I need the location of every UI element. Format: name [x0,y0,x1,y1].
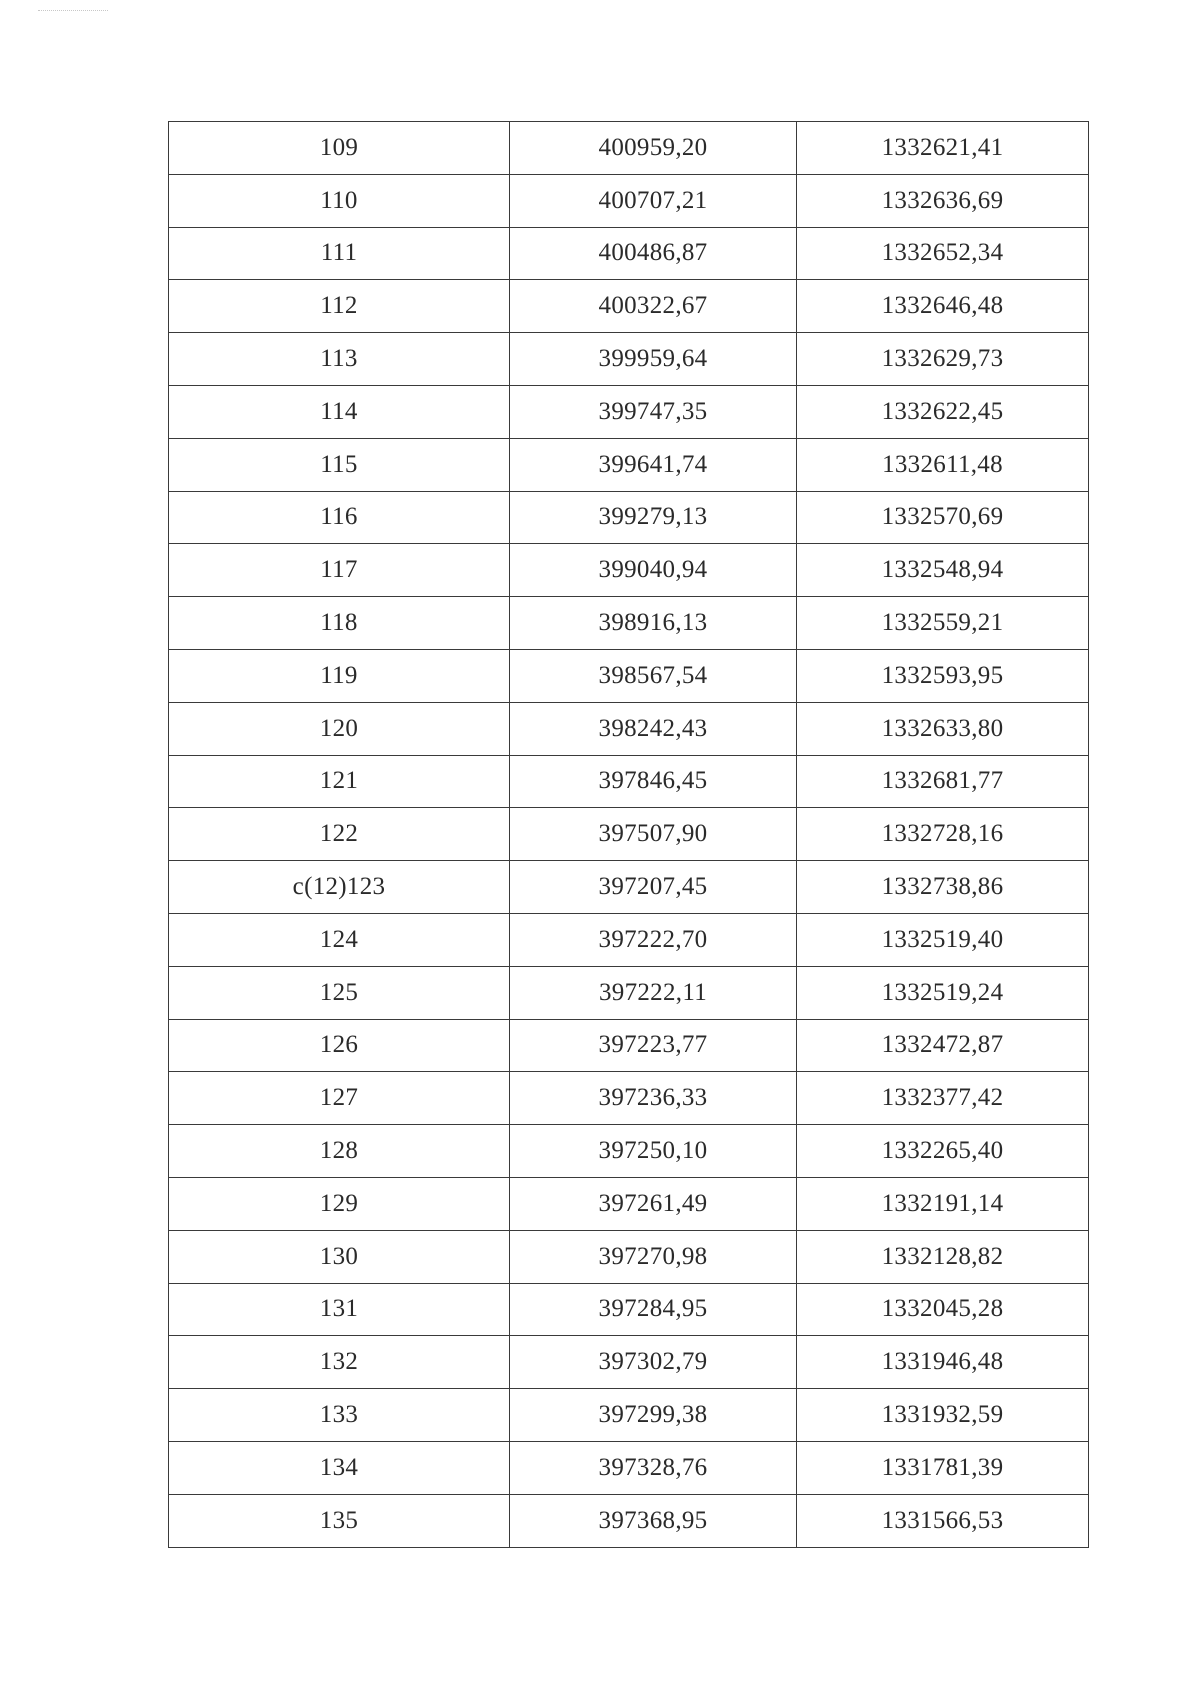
x-coordinate-cell: 397299,38 [510,1389,797,1442]
point-number-cell: 127 [169,1072,510,1125]
point-number-cell: 129 [169,1177,510,1230]
table-row [169,438,1089,491]
table-row [169,1177,1089,1230]
y-coordinate-cell: 1332611,48 [797,438,1089,491]
table-row [169,649,1089,702]
point-number-cell: 113 [169,333,510,386]
point-number-cell: 111 [169,227,510,280]
x-coordinate-cell: 398916,13 [510,597,797,650]
point-number-cell: 122 [169,808,510,861]
point-number-cell: 109 [169,122,510,175]
y-coordinate-cell: 1332646,48 [797,280,1089,333]
table-row [169,1389,1089,1442]
x-coordinate-cell: 397284,95 [510,1283,797,1336]
point-number-cell: 135 [169,1494,510,1547]
table-row [169,1072,1089,1125]
coordinates-table-body [169,122,1089,1548]
y-coordinate-cell: 1332636,69 [797,174,1089,227]
y-coordinate-cell: 1332622,45 [797,385,1089,438]
y-coordinate-cell: 1332738,86 [797,861,1089,914]
table-row [169,597,1089,650]
x-coordinate-cell: 397302,79 [510,1336,797,1389]
table-row [169,1494,1089,1547]
point-number-cell: 120 [169,702,510,755]
point-number-cell: 116 [169,491,510,544]
point-number-cell: 124 [169,913,510,966]
table-row [169,491,1089,544]
table-row [169,333,1089,386]
x-coordinate-cell: 397207,45 [510,861,797,914]
point-number-cell: 126 [169,1019,510,1072]
y-coordinate-cell: 1332128,82 [797,1230,1089,1283]
point-number-cell: 118 [169,597,510,650]
x-coordinate-cell: 399040,94 [510,544,797,597]
x-coordinate-cell: 400959,20 [510,122,797,175]
coordinates-table [168,121,1089,1548]
table-row [169,1019,1089,1072]
table-row [169,122,1089,175]
table-row [169,966,1089,1019]
y-coordinate-cell: 1332519,24 [797,966,1089,1019]
x-coordinate-cell: 397261,49 [510,1177,797,1230]
point-number-cell: 112 [169,280,510,333]
x-coordinate-cell: 397368,95 [510,1494,797,1547]
table-row [169,174,1089,227]
x-coordinate-cell: 398242,43 [510,702,797,755]
table-row [169,1283,1089,1336]
y-coordinate-cell: 1332472,87 [797,1019,1089,1072]
y-coordinate-cell: 1331566,53 [797,1494,1089,1547]
y-coordinate-cell: 1332593,95 [797,649,1089,702]
x-coordinate-cell: 399641,74 [510,438,797,491]
table-row [169,1336,1089,1389]
y-coordinate-cell: 1332559,21 [797,597,1089,650]
y-coordinate-cell: 1332633,80 [797,702,1089,755]
x-coordinate-cell: 397223,77 [510,1019,797,1072]
x-coordinate-cell: 398567,54 [510,649,797,702]
x-coordinate-cell: 399747,35 [510,385,797,438]
y-coordinate-cell: 1332652,34 [797,227,1089,280]
y-coordinate-cell: 1332681,77 [797,755,1089,808]
point-number-cell: 114 [169,385,510,438]
y-coordinate-cell: 1332621,41 [797,122,1089,175]
x-coordinate-cell: 397236,33 [510,1072,797,1125]
table-row [169,913,1089,966]
x-coordinate-cell: 397328,76 [510,1441,797,1494]
point-number-cell: 119 [169,649,510,702]
y-coordinate-cell: 1332519,40 [797,913,1089,966]
x-coordinate-cell: 397270,98 [510,1230,797,1283]
x-coordinate-cell: 400707,21 [510,174,797,227]
x-coordinate-cell: 400486,87 [510,227,797,280]
x-coordinate-cell: 397250,10 [510,1125,797,1178]
y-coordinate-cell: 1331932,59 [797,1389,1089,1442]
x-coordinate-cell: 397222,70 [510,913,797,966]
table-row [169,1125,1089,1178]
y-coordinate-cell: 1332377,42 [797,1072,1089,1125]
table-row [169,544,1089,597]
x-coordinate-cell: 399279,13 [510,491,797,544]
point-number-cell: 131 [169,1283,510,1336]
x-coordinate-cell: 397507,90 [510,808,797,861]
y-coordinate-cell: 1332548,94 [797,544,1089,597]
table-row [169,861,1089,914]
point-number-cell: 115 [169,438,510,491]
y-coordinate-cell: 1331781,39 [797,1441,1089,1494]
y-coordinate-cell: 1332045,28 [797,1283,1089,1336]
y-coordinate-cell: 1332191,14 [797,1177,1089,1230]
y-coordinate-cell: 1332570,69 [797,491,1089,544]
scan-corner-mark [38,10,108,15]
point-number-cell: 130 [169,1230,510,1283]
y-coordinate-cell: 1332629,73 [797,333,1089,386]
point-number-cell: 128 [169,1125,510,1178]
point-number-cell: 125 [169,966,510,1019]
point-number-cell: 117 [169,544,510,597]
x-coordinate-cell: 400322,67 [510,280,797,333]
y-coordinate-cell: 1332728,16 [797,808,1089,861]
point-number-cell: 121 [169,755,510,808]
point-number-cell: 132 [169,1336,510,1389]
point-number-cell: c(12)123 [169,861,510,914]
x-coordinate-cell: 397846,45 [510,755,797,808]
point-number-cell: 134 [169,1441,510,1494]
x-coordinate-cell: 399959,64 [510,333,797,386]
table-row [169,1441,1089,1494]
table-row [169,385,1089,438]
y-coordinate-cell: 1331946,48 [797,1336,1089,1389]
table-row [169,755,1089,808]
table-row [169,1230,1089,1283]
table-row [169,227,1089,280]
x-coordinate-cell: 397222,11 [510,966,797,1019]
table-row [169,702,1089,755]
table-row [169,280,1089,333]
point-number-cell: 110 [169,174,510,227]
y-coordinate-cell: 1332265,40 [797,1125,1089,1178]
table-row [169,808,1089,861]
point-number-cell: 133 [169,1389,510,1442]
